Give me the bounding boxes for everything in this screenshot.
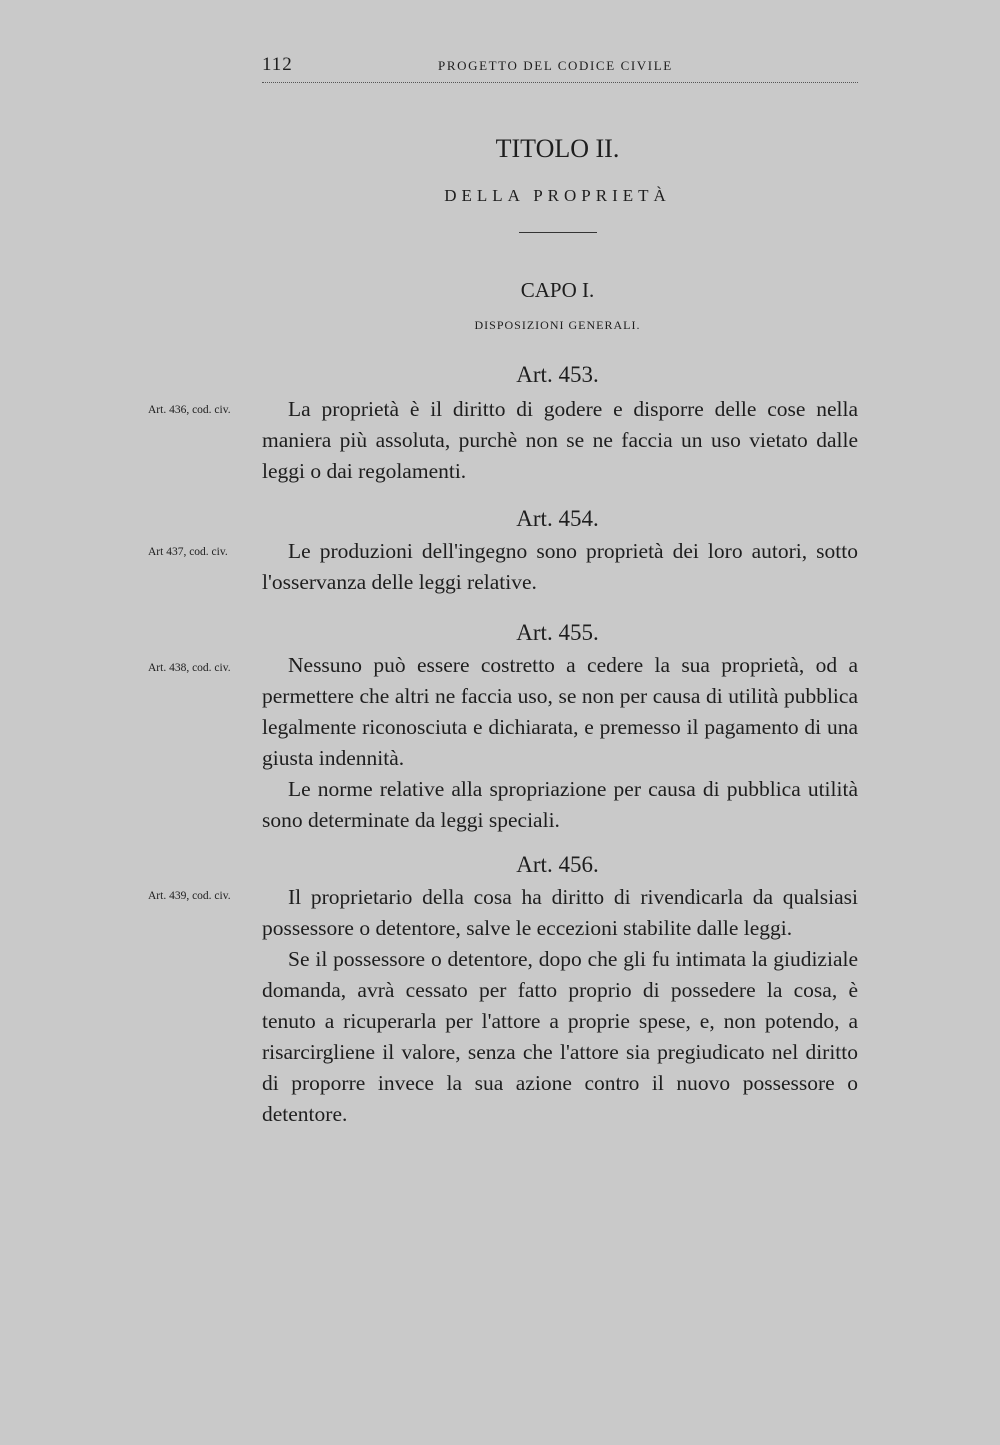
article-body-455 — [262, 650, 858, 836]
margin-note-455: Art. 438, cod. civ. — [148, 662, 231, 674]
article-paragraph: Il proprietario della cosa ha diritto di rivendicarla da qualsiasi possessore o detentore, salve le eccezioni stabilite dalle leggi. — [262, 885, 858, 940]
article-body-453 — [262, 394, 858, 487]
margin-note-453: Art. 436, cod. civ. — [148, 404, 231, 416]
article-paragraph: La proprietà è il diritto di godere e disporre delle cose nella maniera più assoluta, purchè non se ne faccia un uso vietato dalle leggi o dai regolamenti. — [262, 397, 858, 483]
margin-note-456: Art. 439, cod. civ. — [148, 890, 231, 902]
article-paragraph: Le produzioni dell'ingegno sono proprietà dei loro autori, sotto l'osservanza delle leggi relative. — [262, 539, 858, 594]
page-number: 112 — [262, 54, 293, 75]
article-heading-453: Art. 453. — [516, 362, 599, 387]
running-head: PROGETTO DEL CODICE CIVILE — [438, 58, 673, 73]
header-rule — [262, 82, 858, 83]
section-divider — [519, 232, 597, 233]
article-heading-454: Art. 454. — [516, 506, 599, 531]
title-subheading: DELLA PROPRIETÀ — [444, 186, 671, 205]
title-heading: TITOLO II. — [495, 134, 620, 163]
article-heading-455: Art. 455. — [516, 620, 599, 645]
article-heading-456: Art. 456. — [516, 852, 599, 877]
margin-note-454: Art 437, cod. civ. — [148, 546, 228, 558]
chapter-heading: CAPO I. — [520, 278, 595, 302]
article-body-454 — [262, 536, 858, 598]
article-paragraph: Le norme relative alla spropriazione per causa di pubblica utilità sono determinate da leggi speciali. — [262, 777, 858, 832]
article-paragraph: Se il possessore o detentore, dopo che gli fu intimata la giudiziale domanda, avrà cessato per fatto proprio di possedere la cosa, è tenuto a ricuperarla per l'attore a proprie spese, e, non potendo, a risarcirgliene il valore, senza che l'attore sia pregiudicato nel diritto di proporre invece la sua azione contro il nuovo possessore o detentore. — [262, 947, 858, 1126]
chapter-subheading: DISPOSIZIONI GENERALI. — [474, 318, 641, 332]
article-body-456 — [262, 882, 858, 1130]
article-paragraph: Nessuno può essere costretto a cedere la sua proprietà, od a permettere che altri ne faccia uso, se non per causa di utilità pubblica legalmente riconosciuta e dichiarata, e premesso il pagamento di una giusta indennità. — [262, 653, 858, 770]
